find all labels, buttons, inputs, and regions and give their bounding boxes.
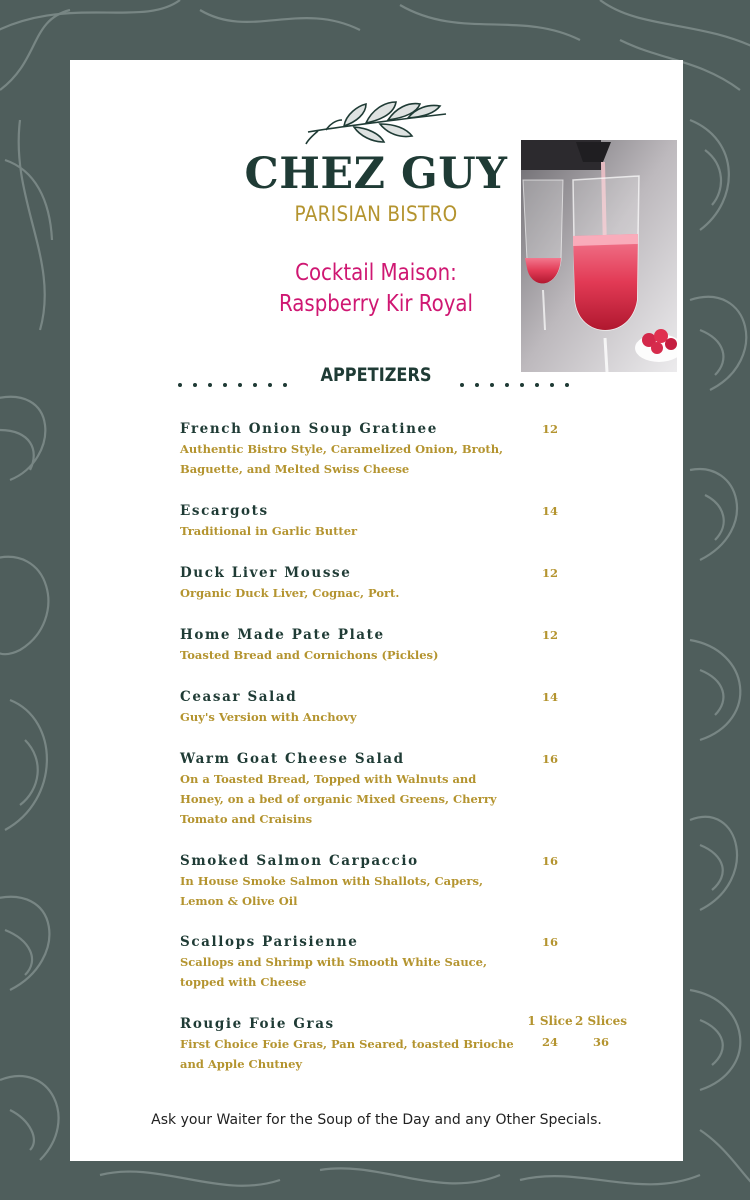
item-price: 14 xyxy=(541,690,558,704)
menu-item xyxy=(180,626,530,665)
item-price: 16 xyxy=(541,854,558,868)
champagne-glass-photo xyxy=(521,140,677,372)
specials-note: Ask your Waiter for the Soup of the Day and any Other Specials. xyxy=(151,1112,602,1128)
price-header-1-slice: 1 Slice xyxy=(527,1014,573,1028)
menu-item xyxy=(180,852,530,911)
item-price: 16 xyxy=(541,752,558,766)
item-description: Lemon & Olive Oil xyxy=(180,894,298,908)
item-description: Baguette, and Melted Swiss Cheese xyxy=(180,462,410,476)
item-price: 14 xyxy=(541,504,558,518)
item-price-2-slices: 36 xyxy=(592,1035,609,1049)
restaurant-tagline: PARISIAN BISTRO xyxy=(294,202,458,226)
item-name: French Onion Soup Gratinee xyxy=(180,421,438,437)
item-description: and Apple Chutney xyxy=(180,1057,303,1071)
item-price: 12 xyxy=(541,628,558,642)
item-description: Guy's Version with Anchovy xyxy=(180,710,357,724)
menu-card xyxy=(70,60,683,1161)
item-description: Organic Duck Liver, Cognac, Port. xyxy=(180,586,400,600)
item-price: 16 xyxy=(541,935,558,949)
leaf-sprig-icon xyxy=(304,96,450,148)
item-name: Home Made Pate Plate xyxy=(180,627,385,643)
menu-item xyxy=(180,420,530,479)
item-description: topped with Cheese xyxy=(180,975,307,989)
appetizers-section-header xyxy=(170,362,582,392)
item-description: Honey, on a bed of organic Mixed Greens, Cherry xyxy=(180,792,497,806)
item-name: Scallops Parisienne xyxy=(180,934,359,950)
item-price: 12 xyxy=(541,422,558,436)
item-name: Duck Liver Mousse xyxy=(180,565,352,581)
menu-item xyxy=(180,750,530,829)
item-description: In House Smoke Salmon with Shallots, Capers, xyxy=(180,874,483,888)
item-description: On a Toasted Bread, Topped with Walnuts and xyxy=(180,772,477,786)
section-title: APPETIZERS xyxy=(320,364,432,386)
item-name: Smoked Salmon Carpaccio xyxy=(180,853,419,869)
price-header-2-slices: 2 Slices xyxy=(574,1014,627,1028)
dot-divider-right xyxy=(460,372,580,378)
item-name: Warm Goat Cheese Salad xyxy=(180,751,405,767)
item-description: Scallops and Shrimp with Smooth White Sauce, xyxy=(180,955,488,969)
menu-item xyxy=(180,933,530,992)
item-name: Rougie Foie Gras xyxy=(180,1016,335,1032)
menu-item xyxy=(180,564,530,603)
cocktail-name: Raspberry Kir Royal xyxy=(278,291,474,317)
item-description: Traditional in Garlic Butter xyxy=(180,524,358,538)
item-description: Tomato and Craisins xyxy=(180,812,313,826)
menu-item xyxy=(180,1015,530,1074)
item-description: Authentic Bistro Style, Caramelized Onion, Broth, xyxy=(180,442,504,456)
menu-item xyxy=(180,688,530,727)
item-name: Ceasar Salad xyxy=(180,689,298,705)
item-description: Toasted Bread and Cornichons (Pickles) xyxy=(180,648,439,662)
cocktail-label: Cocktail Maison: xyxy=(295,260,457,286)
item-description: First Choice Foie Gras, Pan Seared, toasted Brioche xyxy=(180,1037,514,1051)
menu-item xyxy=(180,502,530,541)
item-price: 12 xyxy=(541,566,558,580)
restaurant-name: CHEZ GUY xyxy=(244,149,508,199)
item-name: Escargots xyxy=(180,503,269,519)
cocktail-maison xyxy=(242,258,510,320)
item-price-1-slice: 24 xyxy=(541,1035,558,1049)
